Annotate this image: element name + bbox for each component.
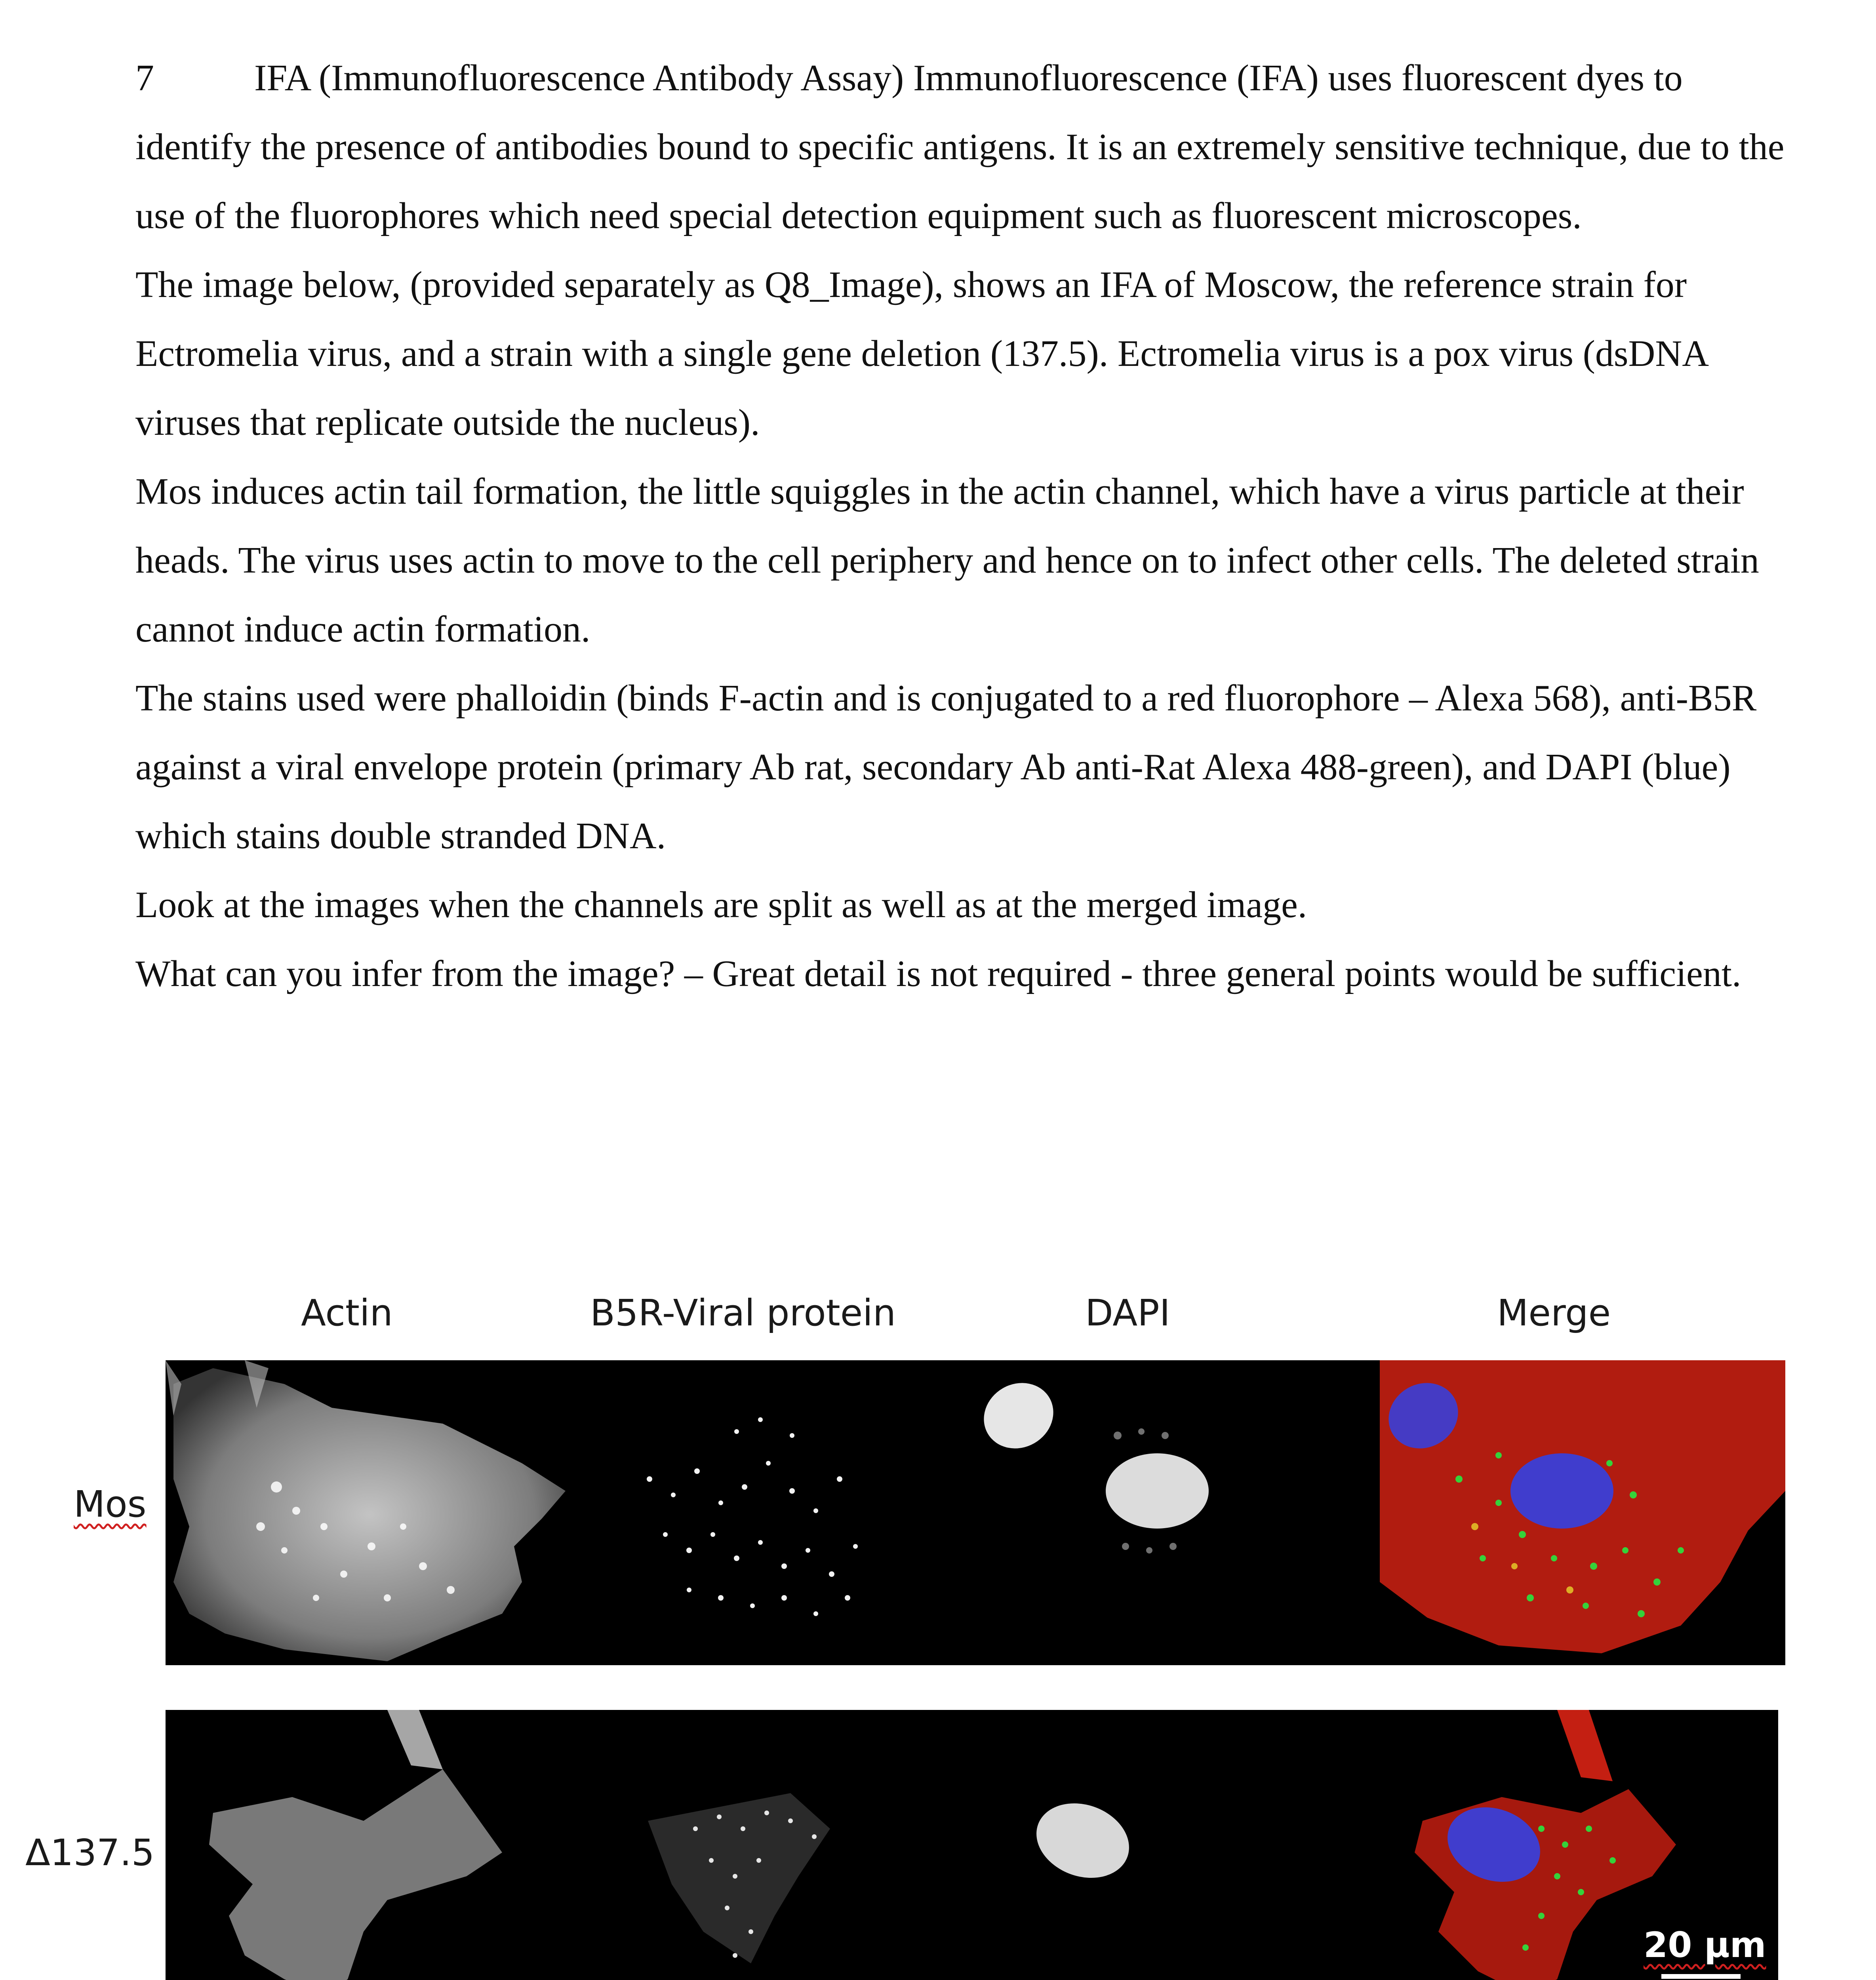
panel-row-delta bbox=[166, 1710, 1778, 1980]
question-paragraph-1: 7 IFA (Immunofluorescence Antibody Assay) Immunofluorescence (IFA) uses fluorescent dyes to identify the presence of antibodies bound to specific antigens. It is an extremely sensitive technique, due to the use of the fluorophores which need special detection equipment such as fluorescent microscopes. bbox=[135, 44, 1799, 250]
actin-image bbox=[166, 1360, 570, 1665]
question-paragraph-3: Mos induces actin tail formation, the little squiggles in the actin channel, which have a virus particle at their heads. The virus uses actin to move to the cell periphery and hence on to infect other cells. The deleted strain cannot induce actin formation. bbox=[135, 471, 1759, 650]
column-label-merge: Merge bbox=[1497, 1292, 1611, 1334]
column-label-b5r: B5R-Viral protein bbox=[590, 1292, 896, 1334]
question-paragraph-5: Look at the images when the channels are split as well as at the merged image. bbox=[135, 884, 1307, 925]
dapi-image bbox=[972, 1710, 1375, 1980]
row-label-mos: Mos bbox=[74, 1483, 147, 1525]
panel-mos-b5r bbox=[570, 1360, 975, 1665]
scale-bar bbox=[1661, 1974, 1741, 1979]
actin-image bbox=[166, 1710, 569, 1980]
panel-row-mos bbox=[166, 1360, 1785, 1665]
question-number: 7 bbox=[135, 57, 154, 99]
question-paragraph-4: The stains used were phalloidin (binds F-actin and is conjugated to a red fluorophore – Alexa 568), anti-B5R against a viral envelope protein (primary Ab rat, secondary Ab anti-Rat Alexa 488-green), and DAPI (blue) which stains double stranded DNA. bbox=[135, 678, 1757, 857]
question-paragraph-2: The image below, (provided separately as Q8_Image), shows an IFA of Moscow, the reference strain for Ectromelia virus, and a strain with a single gene deletion (137.5). Ectromelia virus is a pox virus (dsDNA viruses that replicate outside the nucleus). bbox=[135, 264, 1707, 443]
panel-delta-actin bbox=[166, 1710, 569, 1980]
b5r-image bbox=[570, 1360, 975, 1665]
column-label-actin: Actin bbox=[301, 1292, 393, 1334]
row-label-delta: Δ137.5 bbox=[25, 1832, 155, 1874]
panel-mos-actin bbox=[166, 1360, 570, 1665]
scale-bar-label: 20 µm bbox=[1644, 1925, 1766, 1965]
panel-delta-dapi bbox=[972, 1710, 1375, 1980]
question-paragraph-6: What can you infer from the image? – Great detail is not required - three general points would be sufficient. bbox=[135, 953, 1741, 994]
b5r-image bbox=[569, 1710, 972, 1980]
dapi-image bbox=[975, 1360, 1380, 1665]
panel-delta-b5r bbox=[569, 1710, 972, 1980]
column-label-dapi: DAPI bbox=[1085, 1292, 1170, 1334]
panel-mos-merge bbox=[1380, 1360, 1785, 1665]
merge-image bbox=[1380, 1360, 1785, 1665]
panel-mos-dapi bbox=[975, 1360, 1380, 1665]
